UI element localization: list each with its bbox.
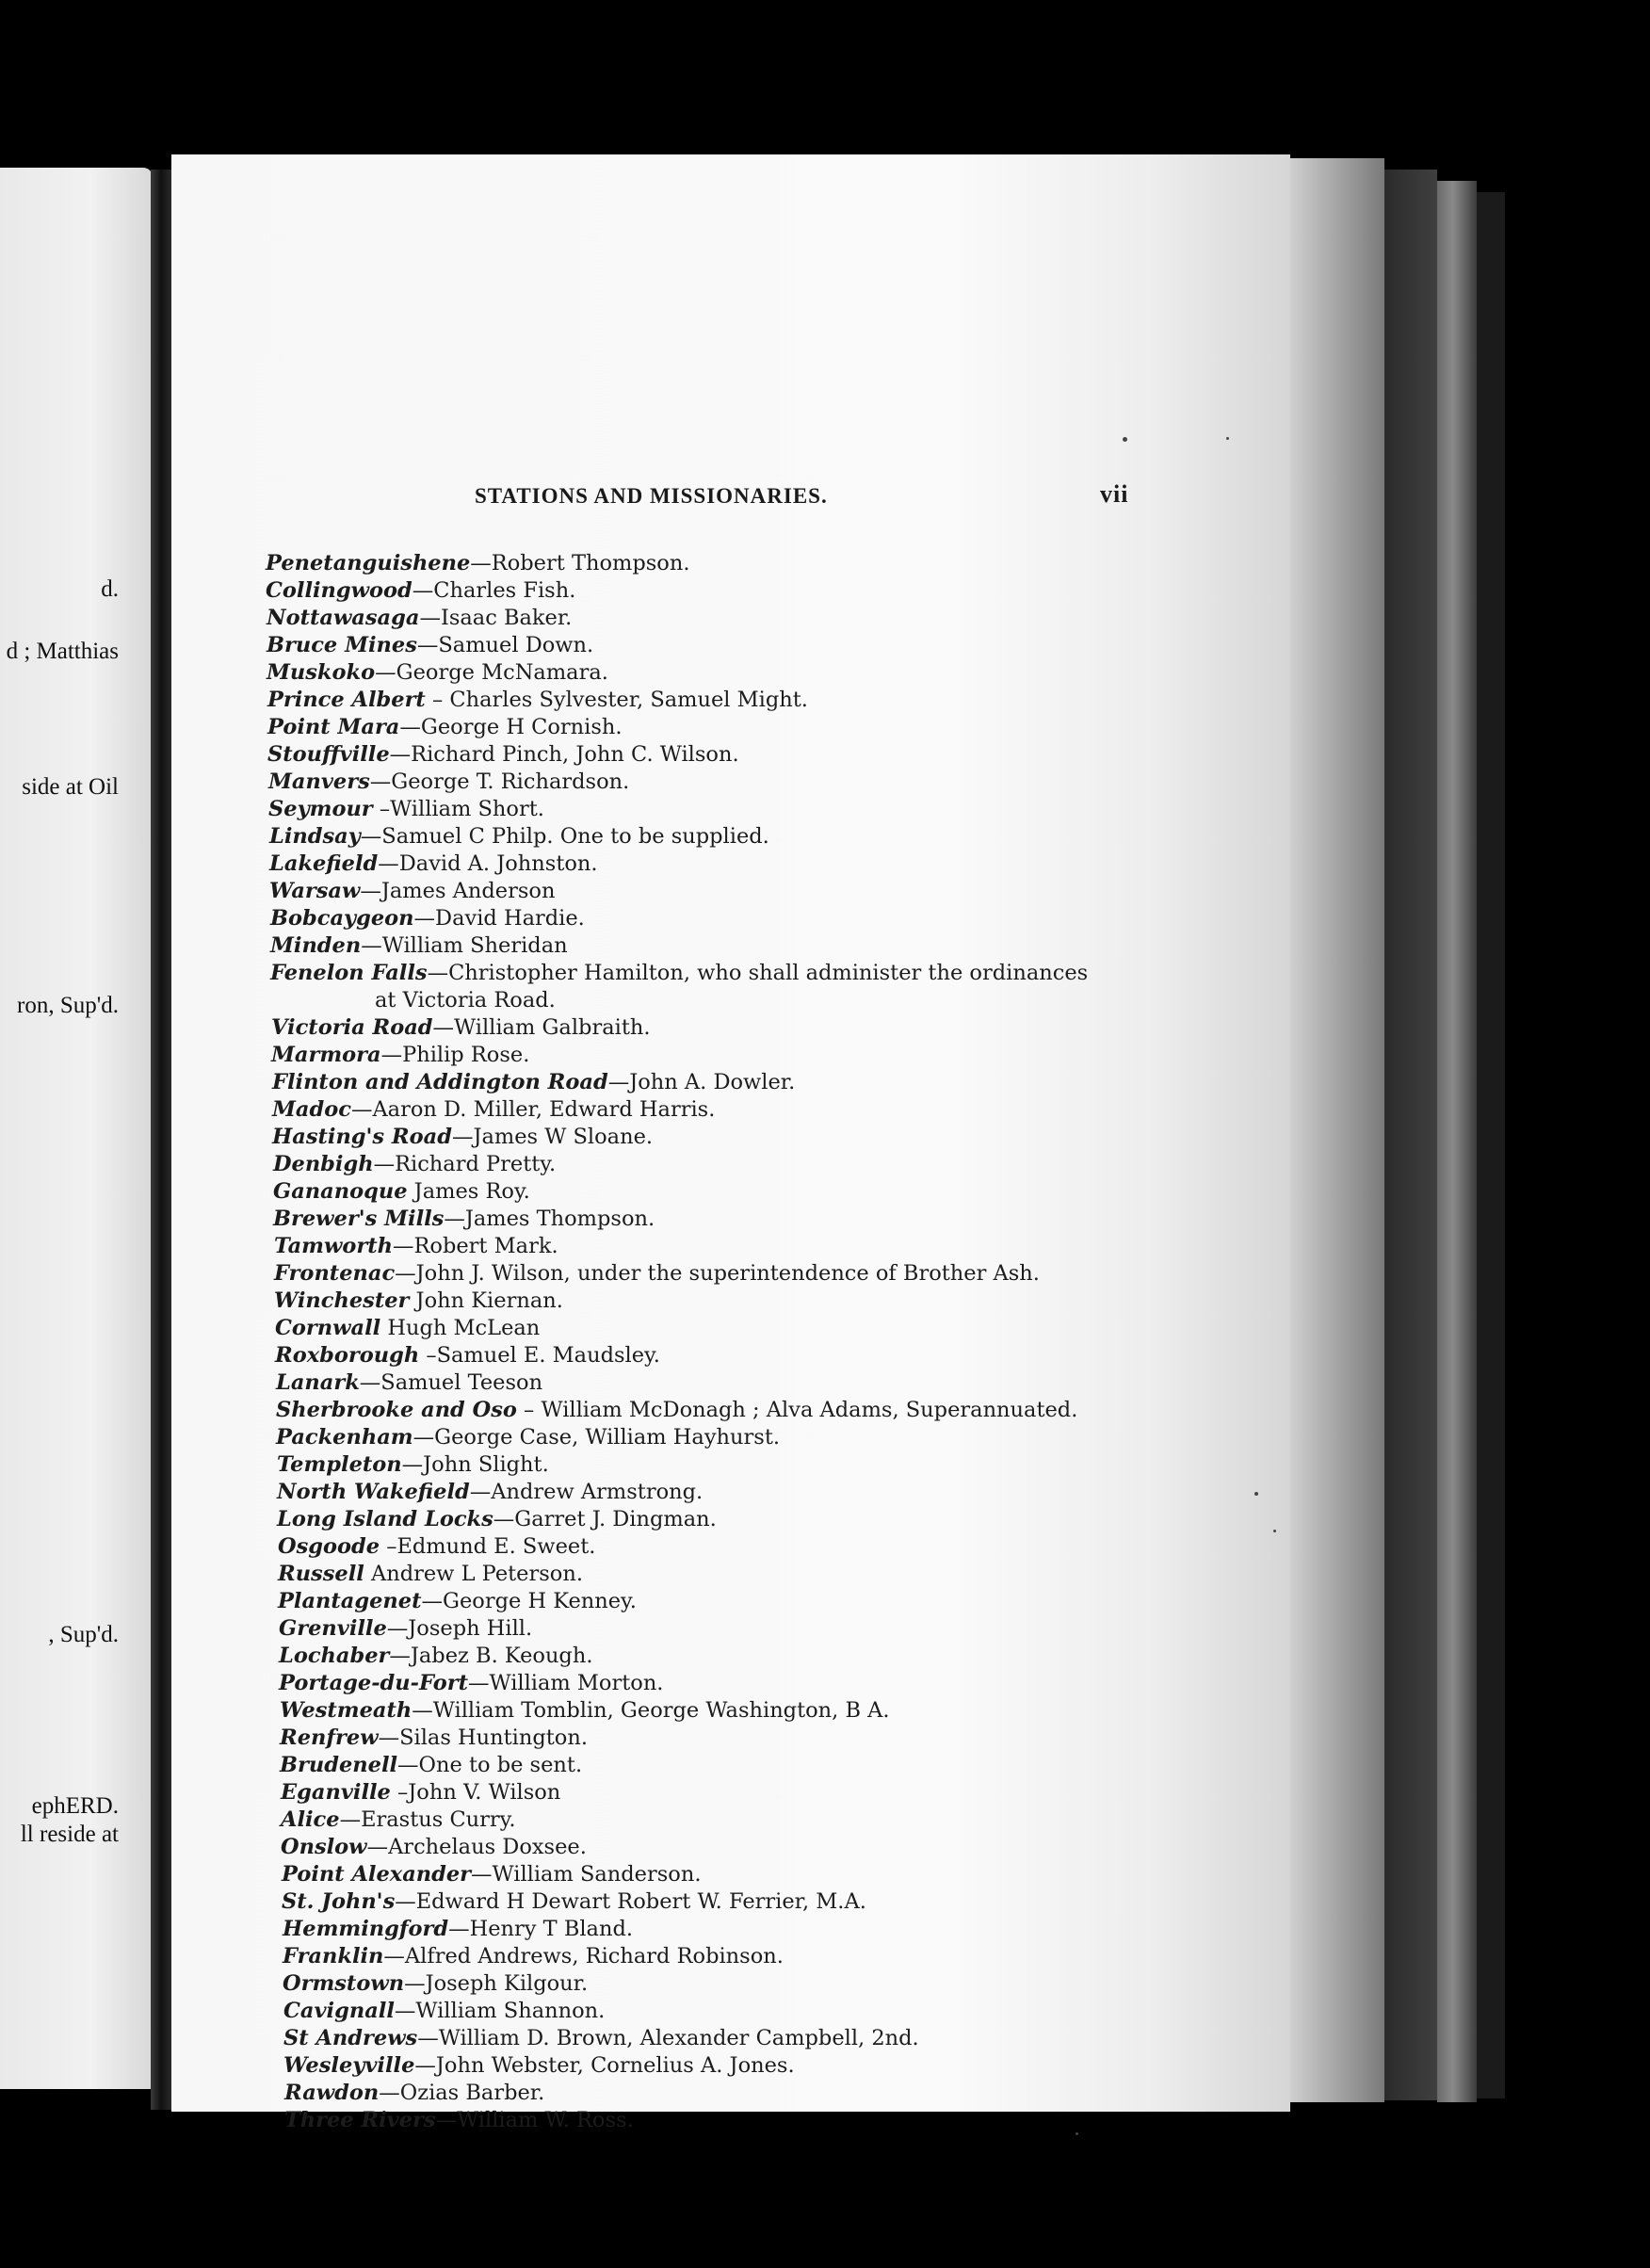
- station-name: Madoc: [272, 1097, 351, 1122]
- station-separator: –: [425, 688, 450, 712]
- station-name: Bobcaygeon: [270, 906, 414, 931]
- station-separator: [409, 1288, 415, 1313]
- missionary-names: Robert Mark.: [413, 1234, 558, 1258]
- station-separator: —: [607, 1070, 630, 1094]
- missionary-names: Ozias Barber.: [399, 2081, 545, 2105]
- station-name: Onslow: [281, 1835, 367, 1859]
- station-name: North Wakefield: [277, 1480, 470, 1504]
- station-separator: —: [419, 606, 441, 630]
- missionary-names: Samuel C Philp. One to be supplied.: [381, 824, 769, 849]
- station-entry: [281, 1834, 1283, 1861]
- left-fragment: side at Oil: [22, 774, 119, 800]
- station-entry: [271, 1014, 1283, 1042]
- station-entry: [274, 1260, 1283, 1288]
- station-entry: [281, 1779, 1283, 1806]
- station-name: Plantagenet: [278, 1589, 422, 1613]
- station-separator: —: [401, 1452, 424, 1477]
- station-name: Victoria Road: [271, 1015, 433, 1040]
- missionary-names: George T. Richardson.: [391, 770, 630, 794]
- station-name: Point Mara: [267, 715, 400, 739]
- missionary-names: William McDonagh ; Alva Adams, Superannuated.: [541, 1398, 1078, 1422]
- page-edge: [1437, 181, 1477, 2102]
- station-name: Osgoode: [278, 1534, 380, 1559]
- station-separator: —: [386, 1616, 409, 1641]
- missionary-names: George H Cornish.: [420, 715, 623, 739]
- station-separator: —: [435, 2108, 458, 2132]
- station-entry: [270, 905, 1283, 932]
- station-entry: [266, 550, 1283, 577]
- station-entry: [283, 1970, 1283, 1998]
- station-entry: [267, 714, 1283, 741]
- station-entry: [268, 769, 1283, 796]
- station-entry: [283, 1998, 1283, 2025]
- missionary-names: Isaac Baker.: [440, 606, 573, 630]
- station-entry: [276, 1369, 1283, 1397]
- station-separator: —: [378, 851, 399, 876]
- station-separator: —: [383, 1944, 405, 1968]
- station-entry: [281, 1806, 1283, 1834]
- station-name: Packenham: [276, 1425, 413, 1450]
- station-entry: [284, 2107, 1283, 2134]
- missionary-names: James Roy.: [413, 1179, 530, 1204]
- station-entry: [269, 850, 1283, 878]
- station-entry: [272, 1069, 1283, 1096]
- missionary-names: Hugh McLean: [387, 1316, 541, 1340]
- station-name: Frontenac: [274, 1261, 396, 1286]
- station-separator: [364, 1562, 371, 1586]
- station-separator: —: [493, 1507, 515, 1531]
- station-separator: —: [375, 660, 396, 685]
- station-separator: —: [469, 1480, 492, 1504]
- station-name: St. John's: [282, 1889, 396, 1914]
- station-name: Muskoko: [267, 660, 376, 685]
- station-separator: —: [451, 1125, 474, 1149]
- station-entry: [273, 1178, 1283, 1206]
- station-separator: —: [404, 1971, 426, 1996]
- station-name: Three Rivers: [284, 2108, 436, 2132]
- ink-speck: [1226, 437, 1229, 440]
- station-separator: —: [395, 1889, 416, 1914]
- station-separator: —: [467, 1671, 490, 1695]
- station-separator: –: [419, 1343, 437, 1368]
- station-separator: –: [380, 1534, 397, 1559]
- station-separator: —: [413, 906, 436, 931]
- station-name: Cavignall: [283, 1999, 395, 2023]
- station-entry: [272, 1124, 1283, 1151]
- missionary-names: George McNamara.: [396, 660, 608, 685]
- station-separator: —: [379, 2081, 400, 2105]
- station-entry: [279, 1615, 1283, 1643]
- station-name: Penetanguishene: [266, 551, 471, 575]
- station-entry: [279, 1670, 1283, 1697]
- station-entry: [267, 632, 1283, 659]
- station-entry: [277, 1479, 1283, 1506]
- station-name: Cornwall: [275, 1316, 381, 1340]
- station-name: Lanark: [276, 1370, 360, 1395]
- station-name: Manvers: [268, 770, 370, 794]
- station-separator: —: [392, 1234, 414, 1258]
- station-name: Brudenell: [280, 1753, 398, 1777]
- station-name: Renfrew: [280, 1725, 379, 1750]
- station-entry: [270, 960, 1283, 987]
- missionary-names: Samuel Down.: [438, 633, 594, 657]
- missionary-names: George H Kenney.: [443, 1589, 637, 1613]
- missionary-names: John Kiernan.: [415, 1288, 563, 1313]
- station-entry: [276, 1424, 1283, 1451]
- station-separator: —: [360, 879, 381, 903]
- station-entry: [284, 2080, 1283, 2107]
- missionary-names: Philip Rose.: [402, 1043, 530, 1067]
- station-entry: [277, 1506, 1283, 1533]
- missionary-names: Silas Huntington.: [399, 1725, 588, 1750]
- station-separator: —: [432, 1015, 455, 1040]
- station-entry: [269, 823, 1283, 850]
- missionary-names: George Case, William Hayhurst.: [434, 1425, 781, 1450]
- missionary-names: Alfred Andrews, Richard Robinson.: [404, 1944, 784, 1968]
- station-name: St Andrews: [283, 2026, 418, 2050]
- missionary-names: Garret J. Dingman.: [514, 1507, 717, 1531]
- station-entry: [267, 687, 1283, 714]
- station-separator: —: [394, 1999, 416, 2023]
- missionary-names: Andrew Armstrong.: [491, 1480, 704, 1504]
- left-fragment: ll reside at: [20, 1822, 119, 1847]
- station-entry: [273, 1206, 1283, 1233]
- station-entry: [274, 1233, 1283, 1260]
- ink-speck: [1254, 1492, 1258, 1496]
- missionary-names: One to be sent.: [418, 1753, 583, 1777]
- missionary-names: William D. Brown, Alexander Campbell, 2nd.: [438, 2026, 919, 2050]
- missionary-names: John A. Dowler.: [629, 1070, 796, 1094]
- left-fragment: , Sup'd.: [48, 1622, 119, 1647]
- missionary-names: Archelaus Doxsee.: [388, 1835, 587, 1859]
- station-name: Eganville: [281, 1780, 391, 1805]
- missionary-names: at Victoria Road.: [375, 988, 556, 1012]
- ink-speck: [1076, 2132, 1078, 2135]
- station-entry: [283, 2025, 1283, 2052]
- missionary-names: Edmund E. Sweet.: [396, 1534, 596, 1559]
- station-entry: [278, 1588, 1283, 1615]
- station-name: Long Island Locks: [277, 1507, 493, 1531]
- station-name: Hemmingford: [283, 1917, 449, 1941]
- station-separator: –: [372, 797, 391, 821]
- missionary-names: Joseph Kilgour.: [425, 1971, 589, 1996]
- left-fragment: d.: [101, 576, 119, 602]
- station-entry: [278, 1561, 1283, 1588]
- station-entry: [283, 2052, 1283, 2080]
- missionary-names: William Sheridan: [381, 933, 568, 958]
- station-name: Lochaber: [279, 1644, 390, 1668]
- station-separator: —: [471, 1862, 493, 1887]
- station-separator: —: [389, 742, 412, 767]
- station-separator: —: [361, 933, 382, 958]
- station-name: Roxborough: [275, 1343, 420, 1368]
- station-separator: —: [366, 1835, 389, 1859]
- missionary-names: Andrew L Peterson.: [370, 1562, 583, 1586]
- station-separator: —: [416, 633, 439, 657]
- station-separator: —: [389, 1644, 411, 1668]
- station-entry: [283, 1916, 1283, 1943]
- missionary-names: William W. Ross.: [457, 2108, 634, 2132]
- station-name: Lindsay: [269, 824, 361, 849]
- missionary-names: David Hardie.: [435, 906, 585, 931]
- station-entry: [275, 1315, 1283, 1342]
- missionary-names: Joseph Hill.: [408, 1616, 533, 1641]
- station-name: Collingwood: [266, 578, 412, 603]
- station-entry: [272, 1096, 1283, 1124]
- station-entry: [276, 1397, 1283, 1424]
- station-separator: —: [378, 1725, 400, 1750]
- station-name: Hasting's Road: [272, 1125, 452, 1149]
- station-separator: —: [369, 770, 392, 794]
- missionary-names: William Galbraith.: [454, 1015, 651, 1040]
- station-name: Seymour: [268, 797, 373, 821]
- station-name: Lakefield: [269, 851, 379, 876]
- page-edge: [1384, 170, 1437, 2100]
- station-name: Westmeath: [280, 1698, 412, 1723]
- station-entry: [267, 605, 1283, 632]
- station-separator: —: [417, 2026, 439, 2050]
- station-separator: —: [412, 578, 434, 603]
- page-edge: [1477, 192, 1505, 2098]
- station-name: Ormstown: [283, 1971, 405, 1996]
- station-name: Point Alexander: [282, 1862, 472, 1887]
- missionary-names: Christopher Hamilton, who shall administer the ordinances: [448, 961, 1089, 985]
- station-list: [266, 550, 1283, 2134]
- station-separator: —: [421, 1589, 443, 1613]
- station-entry: [282, 1861, 1283, 1888]
- page-number: vii: [1100, 480, 1129, 508]
- missionary-names: James W Sloane.: [473, 1125, 654, 1149]
- station-entry: [271, 987, 1283, 1014]
- missionary-names: John J. Wilson, under the superintendence of Brother Ash.: [415, 1261, 1040, 1286]
- missionary-names: James Anderson: [380, 879, 556, 903]
- station-entry: [275, 1342, 1283, 1369]
- station-separator: —: [448, 1917, 470, 1941]
- station-separator: —: [470, 551, 492, 575]
- station-name: Warsaw: [269, 879, 361, 903]
- station-entry: [267, 741, 1283, 769]
- missionary-names: Henry T Bland.: [469, 1917, 634, 1941]
- missionary-names: Charles Sylvester, Samuel Might.: [449, 688, 808, 712]
- station-separator: —: [397, 1753, 419, 1777]
- ink-speck: [1273, 1530, 1276, 1532]
- station-separator: —: [414, 2053, 436, 2078]
- missionary-names: William Sanderson.: [492, 1862, 702, 1887]
- station-name: Fenelon Falls: [270, 961, 428, 985]
- station-separator: —: [360, 824, 382, 849]
- station-name: Portage-du-Fort: [279, 1671, 468, 1695]
- missionary-names: Charles Fish.: [433, 578, 576, 603]
- station-name: Nottawasaga: [267, 606, 420, 630]
- missionary-names: Aaron D. Miller, Edward Harris.: [372, 1097, 716, 1122]
- book-gutter: [151, 170, 171, 2110]
- right-page: [171, 154, 1290, 2132]
- ink-speck: [1123, 437, 1127, 442]
- missionary-names: Robert Thompson.: [491, 551, 690, 575]
- station-separator: —: [399, 715, 421, 739]
- station-name: Bruce Mines: [267, 633, 417, 657]
- station-name: Rawdon: [284, 2081, 380, 2105]
- missionary-names: Richard Pretty.: [395, 1152, 557, 1176]
- station-name: Marmora: [271, 1043, 381, 1067]
- station-entry: [282, 1888, 1283, 1916]
- station-separator: —: [373, 1152, 396, 1176]
- station-separator: —: [359, 1370, 381, 1395]
- station-separator: —: [350, 1097, 373, 1122]
- station-separator: [408, 1179, 414, 1204]
- missionary-names: Richard Pinch, John C. Wilson.: [411, 742, 739, 767]
- station-name: Templeton: [277, 1452, 402, 1477]
- missionary-names: William Morton.: [489, 1671, 664, 1695]
- station-name: Denbigh: [273, 1152, 374, 1176]
- missionary-names: James Thompson.: [464, 1207, 655, 1231]
- missionary-names: Samuel E. Maudsley.: [436, 1343, 660, 1368]
- station-name: Alice: [281, 1807, 340, 1832]
- station-entry: [269, 878, 1283, 905]
- station-separator: –: [390, 1780, 409, 1805]
- missionary-names: Jabez B. Keough.: [410, 1644, 593, 1668]
- missionary-names: John Slight.: [423, 1452, 549, 1477]
- missionary-names: David A. Johnston.: [398, 851, 598, 876]
- missionary-names: William Shannon.: [415, 1999, 606, 2023]
- missionary-names: William Tomblin, George Washington, B A.: [432, 1698, 890, 1723]
- missionary-names: Erastus Curry.: [361, 1807, 516, 1832]
- station-name: Gananoque: [273, 1179, 408, 1204]
- station-name: Brewer's Mills: [273, 1207, 445, 1231]
- station-name: Franklin: [283, 1944, 384, 1968]
- station-entry: [280, 1697, 1283, 1725]
- station-name: Winchester: [274, 1288, 410, 1313]
- station-entry: [277, 1451, 1283, 1479]
- station-entry: [280, 1752, 1283, 1779]
- station-entry: [283, 1943, 1283, 1970]
- station-entry: [271, 1042, 1283, 1069]
- station-name: Flinton and Addington Road: [272, 1070, 608, 1094]
- station-name: Prince Albert: [267, 688, 426, 712]
- station-entry: [270, 932, 1283, 960]
- page-edge: [1290, 158, 1384, 2102]
- station-name: Grenville: [279, 1616, 387, 1641]
- station-separator: —: [380, 1043, 403, 1067]
- left-fragment: ephERD.: [31, 1793, 119, 1819]
- missionary-names: John V. Wilson: [408, 1780, 561, 1805]
- station-separator: —: [444, 1207, 465, 1231]
- station-separator: —: [412, 1698, 433, 1723]
- station-entry: [278, 1533, 1283, 1561]
- station-entry: [266, 577, 1283, 605]
- station-name: Minden: [270, 933, 362, 958]
- station-name: Wesleyville: [283, 2053, 415, 2078]
- missionary-names: William Short.: [390, 797, 544, 821]
- left-fragment: ron, Sup'd.: [17, 993, 119, 1018]
- station-name: Russell: [278, 1562, 364, 1586]
- station-name: Tamworth: [274, 1234, 393, 1258]
- station-separator: —: [427, 961, 449, 985]
- left-fragment: d ; Matthias: [6, 639, 119, 664]
- station-entry: [274, 1288, 1283, 1315]
- station-separator: —: [395, 1261, 416, 1286]
- station-name: Stouffville: [267, 742, 390, 767]
- missionary-names: Samuel Teeson: [380, 1370, 543, 1395]
- station-separator: —: [412, 1425, 435, 1450]
- station-name: Sherbrooke and Oso: [276, 1398, 517, 1422]
- station-entry: [268, 796, 1283, 823]
- station-separator: –: [516, 1398, 542, 1422]
- missionary-names: John Webster, Cornelius A. Jones.: [435, 2053, 795, 2078]
- station-entry: [273, 1151, 1283, 1178]
- station-entry: [280, 1725, 1283, 1752]
- station-entry: [267, 659, 1283, 687]
- page-title: STATIONS AND MISSIONARIES.: [475, 484, 828, 508]
- station-entry: [279, 1643, 1283, 1670]
- station-separator: —: [339, 1807, 362, 1832]
- missionary-names: Edward H Dewart Robert W. Ferrier, M.A.: [415, 1889, 866, 1914]
